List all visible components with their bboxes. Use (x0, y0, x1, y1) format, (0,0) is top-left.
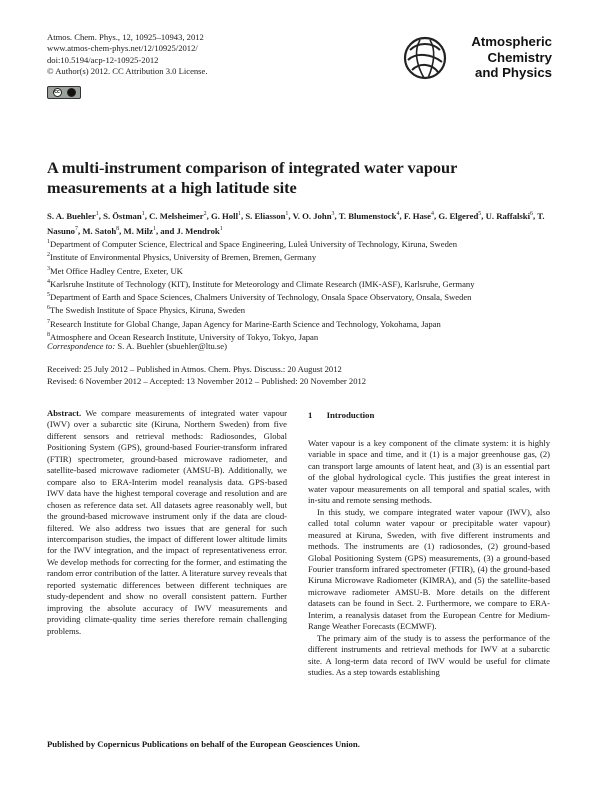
correspondence-contact[interactable]: S. A. Buehler (sbuehler@ltu.se) (117, 341, 227, 351)
paragraph: In this study, we compare integrated water vapour (IWV), also called total column water vapour or precipitable water vapour) measured at Kiruna, Sweden, with five different instruments and methods. The instruments are (1) radiosondes, (2) ground-based Global Positioning System (GPS) measurements, (3) a ground-based Fourier transform infrared spectrometer (FTIR), (4) the ground-based Kiruna Microwave Radiometer (KIMRA), and (5) the satellite-based microwave radiometer AMSU-B. More details on the different datasets can be found in Sect. 2. Furthermore, we compare to ERA-Interim, a reanalysis dataset from the European Centre for Medium-Range Weather Forecasts (ECMWF). (308, 506, 550, 632)
author-name: C. Melsheimer (149, 210, 204, 221)
author-name: M. Milz (123, 226, 153, 237)
globe-swirl-icon (402, 34, 448, 82)
affiliation (47, 277, 552, 290)
article-doi[interactable]: doi:10.5194/acp-12-10925-2012 (47, 54, 159, 65)
affiliation-text: Met Office Hadley Centre, Exeter, UK (50, 265, 183, 276)
affiliation-text: Karlsruhe Institute of Technology (KIT), Institute for Meteorology and Climate Research (IMK-ASF), Karlsruhe, Germany (50, 278, 475, 289)
journal-name (444, 34, 552, 81)
author (245, 211, 288, 221)
correspondence (47, 341, 227, 351)
affiliation (47, 264, 552, 277)
author (211, 211, 241, 221)
affiliation-text: Department of Earth and Space Sciences, Chalmers University of Technology, Onsala Space Observatory, Onsala, Sweden (50, 291, 472, 302)
author-affiliation-number: 7 (75, 226, 79, 233)
author-name: J. Mendrok (176, 226, 220, 237)
affiliation-number: 8 (47, 331, 50, 338)
author-affiliation-number: 2 (203, 211, 207, 217)
author-name: F. Hase (403, 210, 432, 221)
author-name: M. Satoh (82, 226, 117, 237)
author (486, 211, 533, 221)
author-affiliation-number: 8 (116, 226, 120, 233)
affiliation-text: Research Institute for Global Change, Japan Agency for Marine-Earth Science and Technology, Yokohama, Japan (50, 318, 441, 329)
affiliation-number: 3 (47, 265, 50, 272)
author-name: U. Raffalski (485, 210, 531, 221)
journal-name-line: Chemistry (487, 49, 552, 65)
author-list: S. A. Buehler$^1$, S. Östman$^1$, C. Melsheimer$^2$, G. Holl$^1$, S. Eliasson$^1$, V. O. John$^3$, T. Blumenstock$^4$, F. Hase$^4$, G. Elgered$^5$, U. Raffalski$^6$, T. Nasuno$^7$, M. Satoh$^8$, M. Milz$^1$, and J. Mendrok$^1$ (47, 210, 545, 237)
affiliation-number: 2 (47, 252, 50, 259)
author-affiliation-number: 1 (152, 226, 156, 233)
introduction-body (308, 438, 550, 679)
cc-license-badge[interactable] (47, 86, 81, 99)
journal-name-line: Atmospheric (471, 34, 552, 49)
author-name: T. Nasuno (47, 210, 545, 237)
article-header-meta (47, 32, 307, 77)
dates-received: Received: 25 July 2012 – Published in Atmos. Chem. Phys. Discuss.: 20 August 2012 (47, 364, 342, 374)
author-name: G. Holl (210, 210, 238, 221)
abstract (47, 408, 287, 637)
author (47, 211, 99, 221)
section-number: 1 (308, 410, 313, 420)
author-name: S. A. Buehler (47, 210, 96, 221)
paragraph: The primary aim of the study is to assess the performance of the different instruments and retrieval methods for IWV at a subarctic site. A long-term data record of IWV would be useful for climate studies. As a step towards establishing (308, 632, 550, 678)
affiliation-text: Department of Computer Science, Electrical and Space Engineering, Luleå University of Technology, Kiruna, Sweden (50, 238, 457, 249)
author-affiliation-number: 6 (530, 211, 534, 217)
author-name: T. Blumenstock (338, 210, 397, 221)
article-url[interactable]: www.atmos-chem-phys.net/12/10925/2012/ (47, 43, 198, 54)
author-affiliation-number: 1 (219, 226, 223, 233)
author (149, 211, 207, 221)
author (103, 211, 145, 221)
author-affiliation-number: 1 (285, 211, 289, 217)
author-affiliation-number: 5 (478, 211, 482, 217)
author-name: S. Östman (103, 210, 142, 221)
author-name: G. Elgered (438, 210, 479, 221)
by-icon (67, 88, 76, 97)
author (293, 211, 335, 221)
affiliation-number: 7 (47, 318, 50, 325)
author-affiliation-number: 1 (237, 211, 241, 217)
paragraph: Water vapour is a key component of the climate system: it is highly variable in space and time, and it (1) is a major greenhouse gas, (2) can transport large amounts of latent heat, and (3) is an essential part of the global hydrological cycle. This justifies the great interest in water vapour measurements on all temporal and spatial scales, with in-situ and remote sensing methods. (308, 438, 550, 506)
section-title: Introduction (326, 410, 375, 420)
affiliation-number: 1 (47, 239, 50, 245)
section-heading-introduction (308, 410, 374, 420)
author (82, 226, 119, 236)
affiliation-list (47, 237, 552, 343)
affiliation (47, 290, 552, 303)
author (438, 211, 481, 221)
affiliation (47, 317, 552, 330)
journal-logo (402, 34, 552, 84)
dates-revised: Revised: 6 November 2012 – Accepted: 13 November 2012 – Published: 20 November 2012 (47, 376, 367, 386)
affiliation-number: 4 (47, 278, 50, 285)
author (339, 211, 400, 221)
correspondence-label: Correspondence to: (47, 341, 116, 351)
paper-title: A multi-instrument comparison of integrated water vapour measurements at a high latitude site (47, 158, 458, 197)
author-affiliation-number: 4 (431, 211, 435, 217)
author-affiliation-number: 1 (141, 211, 145, 217)
affiliation (47, 237, 552, 250)
affiliation-number: 6 (47, 305, 50, 312)
affiliation-text: Institute of Environmental Physics, University of Bremen, Bremen, Germany (50, 252, 317, 263)
abstract-text: We compare measurements of integrated water vapour (IWV) over a subarctic site (Kiruna, Northern Sweden) from five different sensors and retrieval methods: Radiosondes, Global Positioning System (GPS), ground-based Fourier-transform infrared (FTIR) spectrometer, ground-based microwave radiometer, and satellite-based microwave radiometer (AMSU-B). Additionally, we compare also to ERA-Interim model reanalysis data. GPS-based IWV data have the highest temporal coverage and resolution and are chosen as reference data set. All datasets agree reasonably well, but the ground-based microwave instrument only if the data are cloud-filtered. We also address two issues that are general for such intercomparison studies, the impact of different lower altitude limits for the IWV integration, and the impact of representativeness error. We develop methods for correcting for the former, and estimating the random error contribution of the latter. A literature survey reveals that reported systematic differences between different techniques are study-dependent and show no overall consistent pattern. Further improving the absolute accuracy of IWV measurements and providing climate-quality time series therefore remain challenging problems. (47, 408, 287, 636)
publication-dates (47, 363, 366, 387)
publisher-footer: Published by Copernicus Publications on behalf of the European Geosciences Union. (47, 739, 360, 749)
author-name: V. O. John (292, 210, 332, 221)
author-affiliation-number: 3 (331, 211, 335, 217)
affiliation-text: The Swedish Institute of Space Physics, Kiruna, Sweden (50, 305, 246, 316)
author (176, 226, 222, 236)
journal-reference: Atmos. Chem. Phys., 12, 10925–10943, 2012 (47, 32, 204, 42)
cc-icon: cc (54, 89, 60, 95)
affiliation-text: Atmosphere and Ocean Research Institute, University of Tokyo, Tokyo, Japan (50, 331, 319, 342)
abstract-label: Abstract. (47, 408, 82, 418)
license-statement: © Author(s) 2012. CC Attribution 3.0 License. (47, 65, 208, 76)
affiliation (47, 250, 552, 263)
author (124, 226, 156, 236)
affiliation (47, 303, 552, 316)
affiliation-number: 5 (47, 292, 50, 299)
author-name: S. Eliasson (245, 210, 286, 221)
journal-name-line: and Physics (475, 65, 552, 80)
author (404, 211, 434, 221)
author-affiliation-number: 4 (396, 211, 400, 217)
author-affiliation-number: 1 (95, 211, 99, 217)
